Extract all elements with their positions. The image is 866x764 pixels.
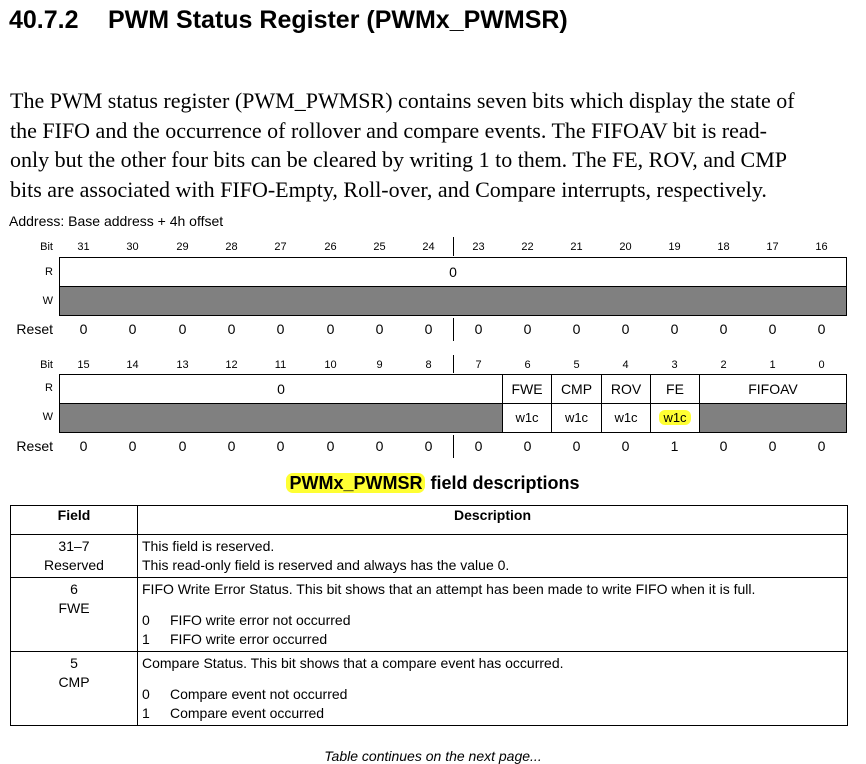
value-line [142, 630, 843, 649]
reset-value: 0 [817, 438, 826, 454]
reset-value: 0 [128, 438, 137, 454]
reset-value: 0 [375, 321, 384, 337]
value-code: 0 [142, 686, 150, 702]
bit-number: 16 [815, 241, 828, 253]
bit-number: 12 [225, 359, 238, 371]
write-row-label: W [42, 295, 53, 307]
section-heading [9, 4, 568, 36]
reset-value: 1 [670, 438, 679, 454]
reset-value: 0 [474, 321, 483, 337]
reset-value: 0 [621, 438, 630, 454]
cmp-write-cell: w1c [551, 403, 602, 433]
fe-write-cell [650, 403, 700, 433]
write-reserved-cell [59, 286, 847, 316]
reset-value: 0 [79, 438, 88, 454]
table-header-row [11, 506, 848, 535]
reset-value: 0 [719, 321, 728, 337]
section-title: PWM Status Register (PWMx_PWMSR) [108, 6, 568, 34]
bit-number: 26 [324, 241, 337, 253]
description-line: This read-only field is reserved and always has the value 0. [142, 557, 510, 573]
reset-value: 0 [768, 438, 777, 454]
bit-number: 2 [720, 359, 727, 371]
field-column-header: Field [11, 506, 138, 535]
value-line [142, 611, 843, 630]
bit-number: 9 [376, 359, 383, 371]
table-row [11, 652, 848, 726]
bit-number: 10 [324, 359, 337, 371]
bit-number: 18 [717, 241, 730, 253]
reset-value: 0 [474, 438, 483, 454]
reset-value: 0 [523, 438, 532, 454]
fwe-field: FWE [502, 374, 552, 404]
reset-value: 0 [621, 321, 630, 337]
description-column-header: Description [138, 506, 848, 535]
bit-number: 13 [176, 359, 189, 371]
reset-row-label: Reset [16, 438, 53, 454]
field-bits: 6 [70, 581, 78, 597]
bit-number: 19 [668, 241, 681, 253]
reset-value: 0 [326, 321, 335, 337]
title-rest: field descriptions [425, 473, 580, 493]
field-cell [11, 578, 138, 652]
reset-value: 0 [670, 321, 679, 337]
value-meaning: Compare event occurred [170, 705, 325, 721]
title-highlight: PWMx_PWMSR [286, 473, 425, 493]
fe-field: FE [650, 374, 700, 404]
reset-value: 0 [572, 321, 581, 337]
bit-number: 6 [524, 359, 531, 371]
intro-line: The PWM status register (PWM_PWMSR) contains seven bits which display the state of [10, 88, 795, 113]
bit-row-label: Bit [40, 241, 53, 253]
value-line [142, 685, 843, 704]
fifoav-field: FIFOAV [699, 374, 847, 404]
reset-value: 0 [817, 321, 826, 337]
description-cell [138, 578, 848, 652]
intro-line: the FIFO and the occurrence of rollover and compare events. The FIFOAV bit is read- [10, 117, 767, 143]
value-code: 0 [142, 612, 150, 628]
register-lower-half [0, 355, 866, 467]
value-code: 1 [142, 705, 150, 721]
bit-number: 21 [570, 241, 583, 253]
reset-value: 0 [424, 321, 433, 337]
value-meaning: FIFO write error occurred [170, 631, 328, 647]
field-cell [11, 652, 138, 726]
bit-number: 4 [622, 359, 629, 371]
field-table-title [0, 472, 866, 494]
bit-row-label: Bit [40, 359, 53, 371]
write-reserved-cell [59, 403, 503, 433]
rov-write-cell: w1c [601, 403, 651, 433]
intro-paragraph [10, 86, 855, 204]
field-cell [11, 535, 138, 578]
read-row-label: R [45, 266, 53, 278]
reset-value: 0 [768, 321, 777, 337]
reset-row-label: Reset [16, 321, 53, 337]
field-bits: 31–7 [58, 538, 90, 554]
bit-number: 17 [766, 241, 779, 253]
table-row [11, 578, 848, 652]
bit-number: 1 [769, 359, 776, 371]
value-code: 1 [142, 631, 150, 647]
section-number: 40.7.2 [9, 6, 79, 34]
bit-number: 11 [274, 359, 287, 371]
description-summary: FIFO Write Error Status. This bit shows that an attempt has been made to write FIFO when it is full. [142, 581, 756, 597]
field-name: CMP [58, 674, 90, 690]
field-name: FWE [58, 600, 90, 616]
field-bits: 5 [70, 655, 78, 671]
read-reserved-cell: 0 [59, 257, 847, 287]
field-descriptions-table [10, 505, 848, 726]
read-reserved-cell: 0 [59, 374, 503, 404]
bit-number: 22 [521, 241, 534, 253]
bit-number: 20 [619, 241, 632, 253]
reset-value: 0 [227, 321, 236, 337]
reset-value: 0 [326, 438, 335, 454]
description-line: This field is reserved. [142, 538, 275, 554]
bit-number: 7 [475, 359, 482, 371]
bit-number: 30 [126, 241, 139, 253]
reset-value: 0 [276, 321, 285, 337]
reset-value: 0 [424, 438, 433, 454]
reset-value: 0 [128, 321, 137, 337]
value-meaning: Compare event not occurred [170, 686, 348, 702]
register-address: Address: Base address + 4h offset [9, 213, 224, 229]
reset-value: 0 [719, 438, 728, 454]
write-row-label: W [42, 411, 53, 423]
continuation-note: Table continues on the next page... [324, 748, 542, 764]
intro-line: only but the other four bits can be cleared by writing 1 to them. The FE, ROV, and CMP [10, 147, 788, 172]
description-summary: Compare Status. This bit shows that a compare event has occurred. [142, 655, 564, 671]
fifoav-write-cell [699, 403, 847, 433]
description-cell [138, 535, 848, 578]
reset-value: 0 [276, 438, 285, 454]
value-meaning: FIFO write error not occurred [170, 612, 351, 628]
read-row-label: R [45, 382, 53, 394]
reset-value: 0 [178, 321, 187, 337]
reset-value: 0 [375, 438, 384, 454]
reset-value: 0 [178, 438, 187, 454]
fe-write-highlight: w1c [659, 410, 690, 425]
value-line [142, 704, 843, 723]
bit-number: 5 [573, 359, 580, 371]
bit-number: 15 [77, 359, 90, 371]
bit-number: 0 [818, 359, 825, 371]
reset-value: 0 [572, 438, 581, 454]
bit-number: 8 [425, 359, 432, 371]
rov-field: ROV [601, 374, 651, 404]
bit-number: 31 [77, 241, 90, 253]
table-row [11, 535, 848, 578]
bit-number: 29 [176, 241, 189, 253]
bit-number: 24 [422, 241, 435, 253]
bit-number: 25 [373, 241, 386, 253]
fwe-write-cell: w1c [502, 403, 552, 433]
bit-number: 28 [225, 241, 238, 253]
cmp-field: CMP [551, 374, 602, 404]
field-name: Reserved [44, 557, 104, 573]
reset-value: 0 [523, 321, 532, 337]
bit-number: 27 [274, 241, 287, 253]
reset-value: 0 [227, 438, 236, 454]
intro-line: bits are associated with FIFO-Empty, Roll-over, and Compare interrupts, respectively. [10, 176, 767, 202]
reset-value: 0 [79, 321, 88, 337]
bit-number: 23 [472, 241, 485, 253]
bit-number: 3 [671, 359, 678, 371]
description-cell [138, 652, 848, 726]
register-upper-half [0, 237, 866, 349]
bit-number: 14 [126, 359, 139, 371]
